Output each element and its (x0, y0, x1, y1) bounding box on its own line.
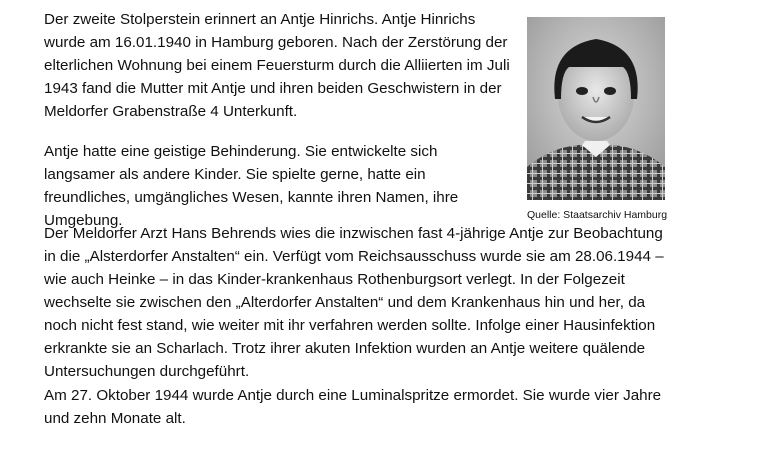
child-portrait-photo (527, 17, 665, 200)
photo-caption: Quelle: Staatsarchiv Hamburg (527, 209, 668, 221)
text-line: wie auch Heinke – in das Kinder-krankenhaus Rothenburgsort verlegt. In der Folgezeit (44, 271, 625, 288)
text-line: 1943 fand die Mutter mit Antje und ihren beiden Geschwistern in der (44, 80, 502, 97)
text-line: elterlichen Wohnung bei einem Feuersturm durch die Alliierten im Juli (44, 57, 510, 74)
text-line: noch nicht fest stand, wie weiter mit ihr verfahren werden sollte. Infolge einer Hausinfektion (44, 317, 656, 334)
text-line: Am 27. Oktober 1944 wurde Antje durch eine Luminalspritze ermordet. Sie wurde vier Jahre (44, 387, 662, 404)
paragraph-disability (44, 140, 519, 232)
text-line: Der zweite Stolperstein erinnert an Antje Hinrichs. Antje Hinrichs (44, 11, 476, 28)
paragraph-intro (44, 8, 519, 123)
text-line: wurde am 16.01.1940 in Hamburg geboren. Nach der Zerstörung der (44, 34, 508, 51)
text-line: langsamer als andere Kinder. Sie spielte gerne, hatte ein (44, 166, 426, 183)
text-line: erkrankte sie an Scharlach. Trotz ihrer akuten Infektion wurden an Antje weitere quälende (44, 340, 646, 357)
text-line: Untersuchungen durchgeführt. (44, 363, 250, 380)
text-line: Meldorfer Grabenstraße 4 Unterkunft. (44, 103, 298, 120)
text-line: Umgebung. (44, 212, 123, 229)
text-line: freundliches, umgängliches Wesen, kannte ihren Namen, ihre (44, 189, 459, 206)
text-line: Der Meldorfer Arzt Hans Behrends wies die inzwischen fast 4-jährige Antje zur Beobachtung (44, 225, 663, 242)
paragraph-hospital (44, 222, 704, 383)
text-line: Antje hatte eine geistige Behinderung. Sie entwickelte sich (44, 143, 438, 160)
text-line: und zehn Monate alt. (44, 410, 186, 427)
text-line: in die „Alsterdorfer Anstalten“ ein. Verfügt vom Reichsausschuss wurde sie am 28.06.1944 – (44, 248, 664, 265)
text-line: wechselte sie zwischen den „Alterdorfer Anstalten“ und dem Krankenhaus hin und her, da (44, 294, 646, 311)
paragraph-death (44, 384, 704, 430)
